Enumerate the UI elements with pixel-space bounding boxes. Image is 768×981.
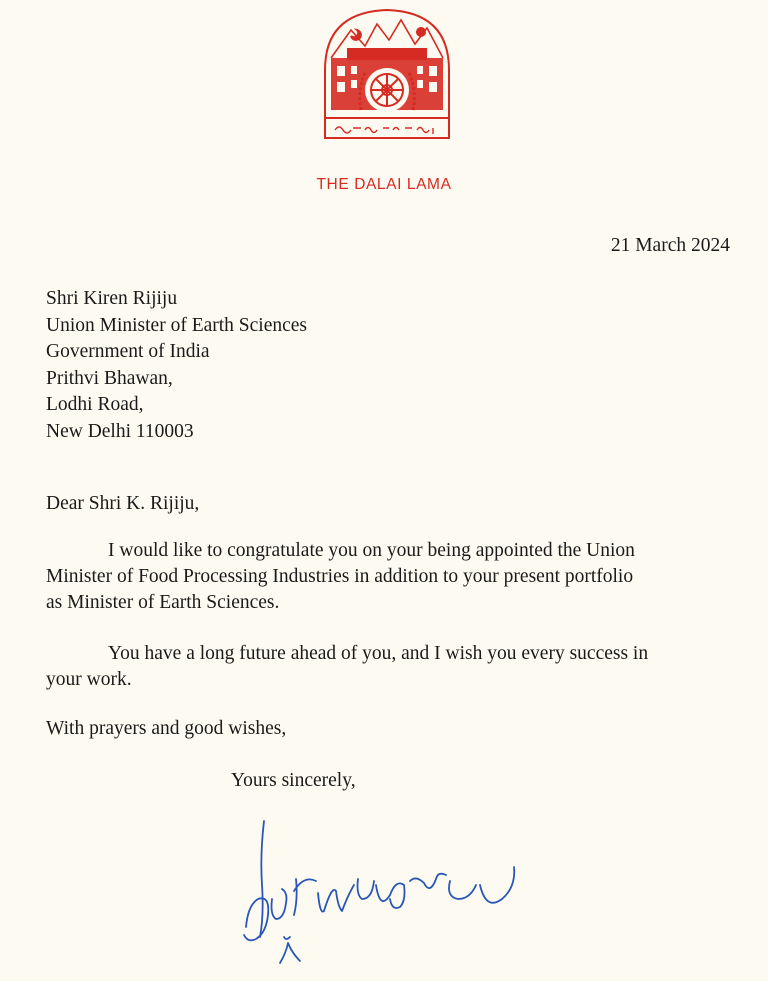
paragraph-line: You have a long future ahead of you, and I wish you every success in (108, 643, 649, 664)
paragraph-line: I would like to congratulate you on your being appointed the Union (108, 540, 635, 561)
body-paragraph-2 (46, 641, 726, 693)
dalai-lama-seal-icon (317, 6, 457, 142)
address-line: Government of India (46, 341, 210, 362)
address-line: Union Minister of Earth Sciences (46, 314, 308, 336)
closing-line: With prayers and good wishes, (46, 718, 287, 739)
paragraph-line: your work. (46, 669, 132, 690)
recipient-address (46, 286, 307, 445)
paragraph-line: Minister of Food Processing Industries in addition to your present portfolio (46, 566, 634, 587)
letter-date: 21 March 2024 (610, 235, 730, 256)
address-line: Shri Kiren Rijiju (46, 288, 178, 309)
sign-off: Yours sincerely, (231, 770, 356, 791)
handwritten-signature-icon (240, 815, 530, 965)
letterhead-title: THE DALAI LAMA (316, 176, 452, 193)
salutation: Dear Shri K. Rijiju, (46, 493, 200, 514)
address-line: New Delhi 110003 (46, 420, 194, 442)
paragraph-line: as Minister of Earth Sciences. (46, 592, 280, 613)
address-line: Prithvi Bhawan, (46, 367, 173, 389)
body-paragraph-1 (46, 538, 726, 616)
address-line: Lodhi Road, (46, 394, 144, 415)
